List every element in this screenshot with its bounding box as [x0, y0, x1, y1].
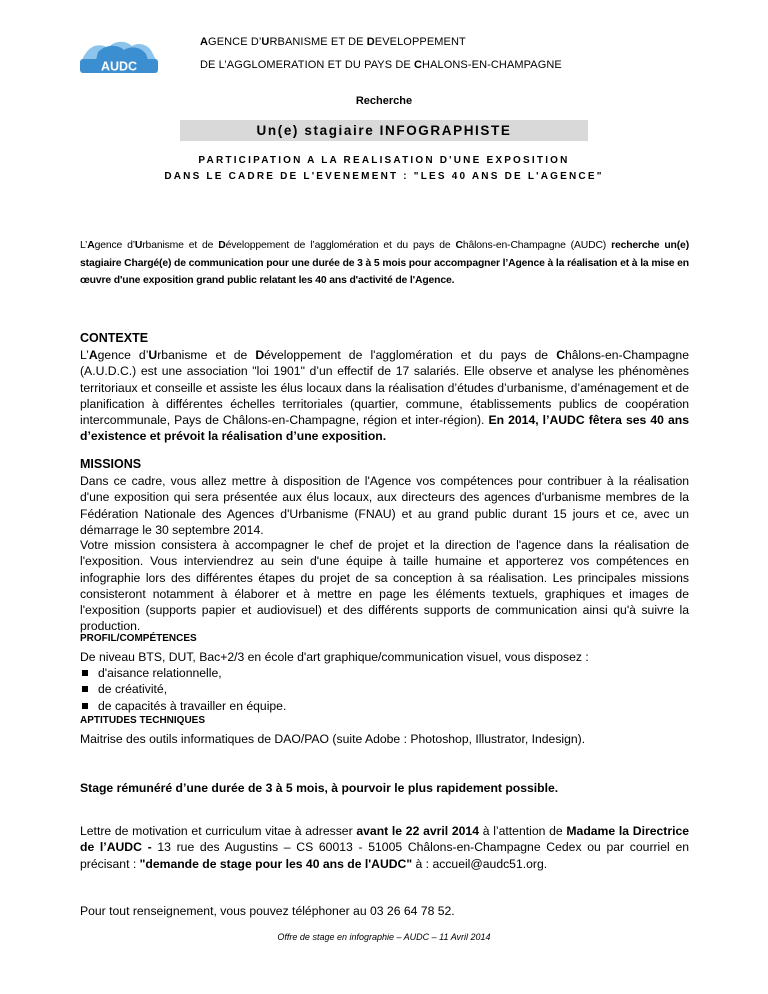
page-footer: Offre de stage en infographie – AUDC – 11 Avril 2014 [277, 932, 491, 942]
missions-paragraph-1: Dans ce cadre, vous allez mettre à disposition de l'Agence vos compétences pour contribuer à la réalisation d'une exposition qui sera présentée aux élus locaux, aux directeurs des agences d'urbanisme membres de la Fédération Nationale des Agences d'Urbanisme (FNAU) et au grand public durant 15 jours et ce, avec un démarrage le 30 septembre 2014. [80, 474, 689, 537]
audc-logo [78, 38, 160, 74]
intro-paragraph: L’Agence d’Urbanisme et de Développement de l’agglomération et du pays de Châlons-en-Champagne (AUDC) recherche un(e) stagiaire Chargé(e) de communication pour une durée de 3 à 5 mois pour accompagner l’Agence à la réalisation et à la mise en œuvre d'une exposition grand public relatant les 40 ans d'activité de l'Agence. [80, 240, 689, 286]
telephone-line: Pour tout renseignement, vous pouvez téléphoner au 03 26 64 78 52. [80, 904, 455, 918]
missions-heading: MISSIONS [80, 457, 142, 471]
contexte-paragraph: L’Agence d’Urbanisme et de Développement de l'agglomération et du pays de Châlons-en-Champagne (A.U.D.C.) est une association "loi 1901" d’un effectif de 17 salariés. Elle observe et analyse les phénomènes territoriaux et conseille et assiste les élus locaux dans la réalisation d’études d’urbanisme, d’aménagement et de planification à différentes échelles territoriales (quartier, commune, établissements publics de coopération intercommunale, Pays de Châlons-en-Champagne, région et inter-région). En 2014, l’AUDC fêtera ses 40 ans d’existence et prévoit la réalisation d’une exposition. [80, 348, 689, 444]
recherche-label: Recherche [355, 95, 413, 107]
logo-text: AUDC [100, 59, 138, 74]
application-paragraph: Lettre de motivation et curriculum vitae à adresser avant le 22 avril 2014 à l’attention de Madame la Directrice de l’AUDC - 13 rue des Augustins – CS 60013 - 51005 Châlons-en-Champagne Cedex ou par courriel en précisant : "demande de stage pour les 40 ans de l'AUDC" à : accueil@audc51.org. [80, 824, 690, 871]
profil-text: De niveau BTS, DUT, Bac+2/3 en école d'art graphique/communication visuel, vous disposez : [80, 650, 589, 664]
contexte-heading: CONTEXTE [80, 331, 149, 345]
profil-heading: PROFIL/COMPÉTENCES [80, 633, 197, 644]
subtitle-line1: PARTICIPATION A LA REALISATION D'UNE EXPOSITION [198, 155, 570, 166]
list-item: de créativité, [80, 681, 286, 697]
aptitudes-text: Maitrise des outils informatiques de DAO/PAO (suite Adobe : Photoshop, Illustrator, Indesign). [80, 732, 586, 746]
org-name-line2: DE L’AGGLOMERATION ET DU PAYS DE CHALONS-EN-CHAMPAGNE [200, 59, 562, 71]
subtitle-line2: DANS LE CADRE DE L'EVENEMENT : "LES 40 ANS DE L'AGENCE" [164, 171, 604, 182]
org-name-line1: AGENCE D’URBANISME ET DE DEVELOPPEMENT [200, 36, 466, 48]
stage-summary: Stage rémunéré d’une durée de 3 à 5 mois, à pourvoir le plus rapidement possible. [80, 781, 559, 795]
page-title: Un(e) stagiaire INFOGRAPHISTE [180, 120, 588, 141]
profil-bullet-list [80, 665, 286, 714]
list-item: d'aisance relationnelle, [80, 665, 286, 681]
missions-paragraph-2: Votre mission consistera à accompagner le chef de projet et la direction de l'agence dans la réalisation de l'exposition. Vous interviendrez au sein d'une équipe à taille humaine et apporterez vos compétences en infographie lors des différentes étapes du projet de sa conception à sa réalisation. Les principales missions consisteront notamment à élaborer et à mettre en page les éléments textuels, graphiques et images de l'exposition (supports papier et audiovisuel) et des différents supports de communication ainsi qu'à suivre la production. [80, 538, 689, 634]
aptitudes-heading: APTITUDES TECHNIQUES [80, 715, 206, 726]
list-item: de capacités à travailler en équipe. [80, 698, 286, 714]
